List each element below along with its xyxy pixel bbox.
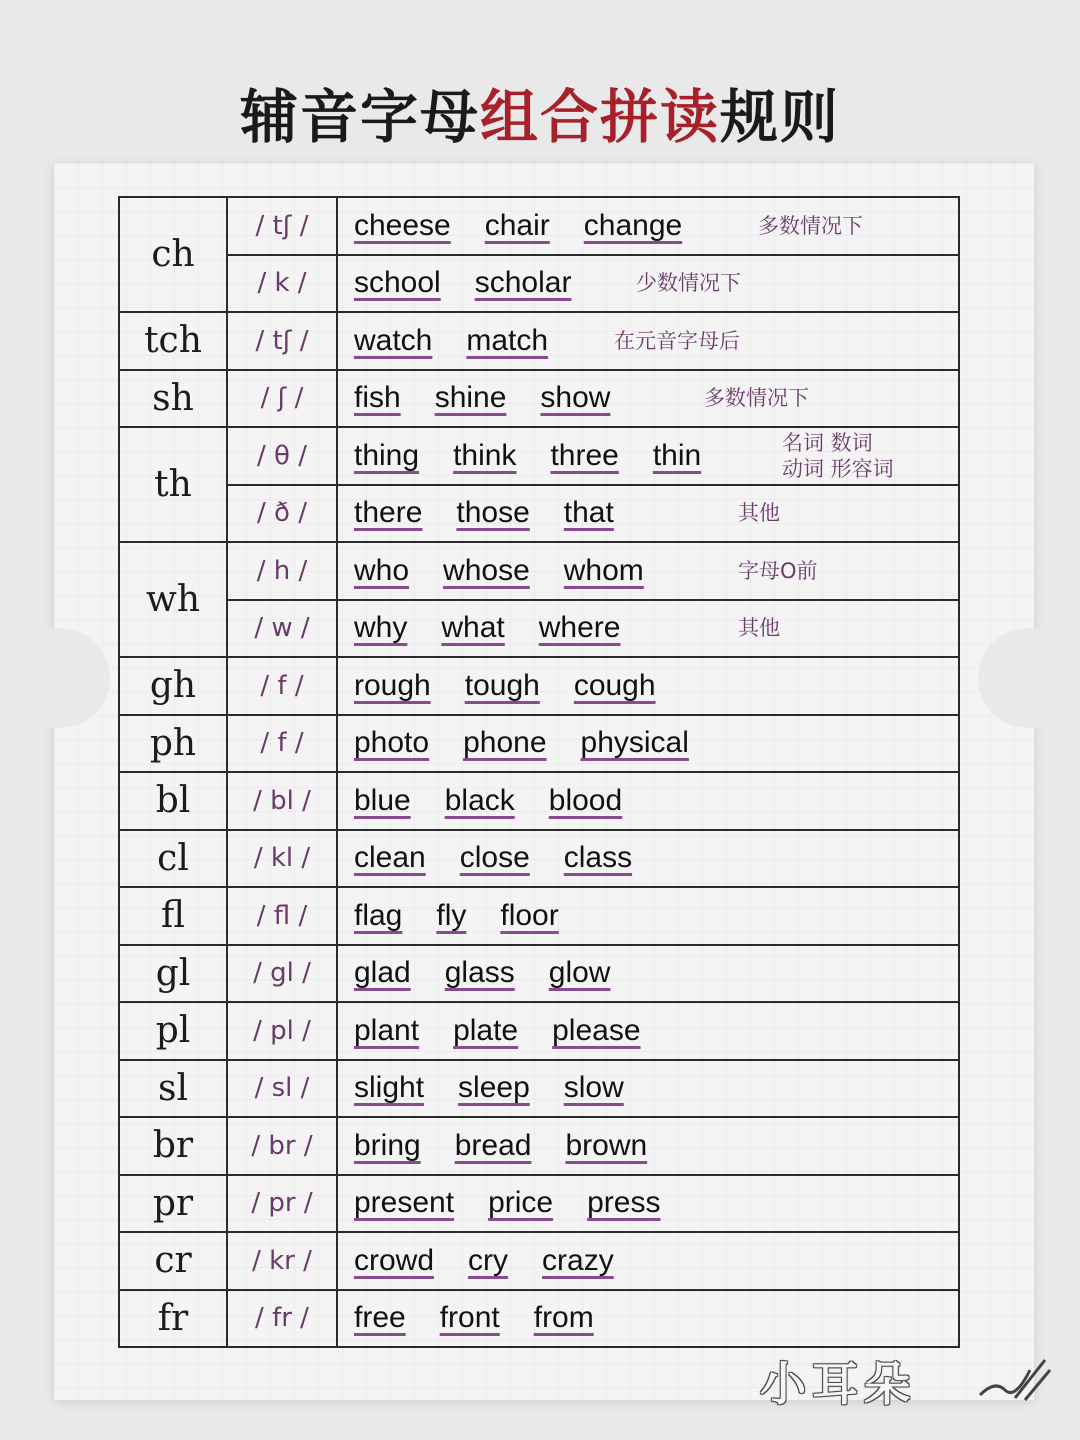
example-word: please: [552, 1013, 641, 1047]
example-word: class: [563, 841, 633, 875]
example-word: physical: [580, 726, 689, 760]
example-word: school: [354, 266, 441, 300]
example-word: front: [439, 1301, 500, 1335]
example-words: [337, 657, 959, 715]
phonetic-symbol: / ð /: [227, 485, 337, 543]
example-word: shine: [434, 381, 507, 415]
example-word: chair: [484, 208, 550, 242]
usage-note: [704, 385, 809, 411]
example-word: change: [583, 208, 683, 242]
table-row: [119, 1290, 959, 1348]
example-words: [337, 427, 959, 485]
example-word: three: [550, 438, 619, 472]
phonetic-symbol: / fl /: [227, 887, 337, 945]
example-word: floor: [500, 898, 559, 932]
example-words: [337, 1002, 959, 1060]
phonetic-symbol: / h /: [227, 542, 337, 600]
letter-combination: gl: [119, 945, 227, 1003]
example-word: press: [587, 1186, 661, 1220]
example-word: blue: [354, 783, 411, 817]
usage-note-line: 名词 数词: [782, 430, 873, 455]
usage-note-line: 少数情况下: [636, 271, 741, 296]
example-word: what: [441, 611, 505, 645]
usage-note-line: 在元音字母后: [614, 328, 740, 353]
example-word: thin: [652, 438, 702, 472]
phonetic-symbol: / fr /: [227, 1290, 337, 1348]
letter-combination: sl: [119, 1060, 227, 1118]
usage-note: [614, 328, 740, 354]
table-row: [119, 1117, 959, 1175]
example-word: present: [354, 1186, 455, 1220]
letter-combination: bl: [119, 772, 227, 830]
usage-note-line: 动词 形容词: [782, 456, 894, 481]
example-words: [337, 887, 959, 945]
example-words: [337, 1117, 959, 1175]
letter-combination: pl: [119, 1002, 227, 1060]
phonetic-symbol: / sl /: [227, 1060, 337, 1118]
example-words: [337, 485, 959, 543]
example-word: show: [540, 381, 611, 415]
usage-note-line: 字母O前: [738, 558, 818, 583]
phonetic-symbol: / tʃ /: [227, 197, 337, 255]
example-word: phone: [463, 726, 547, 760]
example-word: close: [459, 841, 530, 875]
example-word: where: [538, 611, 621, 645]
table-row: [119, 830, 959, 888]
example-word: glass: [444, 956, 515, 990]
letter-combination: br: [119, 1117, 227, 1175]
watermark-flourish-icon: [975, 1350, 1055, 1410]
phonetic-symbol: / kl /: [227, 830, 337, 888]
example-word: there: [354, 496, 423, 530]
page-title: [0, 70, 1080, 154]
letter-combination: wh: [119, 542, 227, 657]
example-word: cheese: [354, 208, 451, 242]
example-word: fly: [436, 898, 467, 932]
example-word: crowd: [354, 1243, 435, 1277]
phonetic-symbol: / ʃ /: [227, 370, 337, 428]
example-word: glow: [548, 956, 611, 990]
example-word: cough: [573, 668, 656, 702]
example-word: thing: [354, 438, 420, 472]
example-words: [337, 830, 959, 888]
example-words: [337, 945, 959, 1003]
usage-note-line: 其他: [738, 501, 780, 526]
phonics-rules-table: [118, 196, 960, 1348]
example-words: [337, 1290, 959, 1348]
example-word: slight: [354, 1071, 425, 1105]
example-words: [337, 197, 959, 255]
example-words: [337, 600, 959, 658]
table-row: [119, 1175, 959, 1233]
example-word: fish: [354, 381, 401, 415]
card-notch-left: [10, 628, 110, 728]
rules-table-body: [119, 197, 959, 1347]
phonetic-symbol: / bl /: [227, 772, 337, 830]
phonetic-symbol: / θ /: [227, 427, 337, 485]
table-row: [119, 657, 959, 715]
example-word: brown: [565, 1128, 648, 1162]
table-row: [119, 1060, 959, 1118]
table-row: [119, 715, 959, 773]
table-row: [119, 600, 959, 658]
phonetic-symbol: / pr /: [227, 1175, 337, 1233]
table-row: [119, 197, 959, 255]
example-word: that: [563, 496, 614, 530]
table-row: [119, 887, 959, 945]
phonetic-symbol: / kr /: [227, 1232, 337, 1290]
title-part-3: 规则: [720, 83, 841, 151]
usage-note-line: 其他: [738, 616, 780, 641]
example-word: match: [466, 323, 549, 357]
card-notch-right: [978, 628, 1078, 728]
example-words: [337, 772, 959, 830]
phonetic-symbol: / f /: [227, 715, 337, 773]
example-word: those: [456, 496, 530, 530]
example-word: watch: [354, 323, 433, 357]
usage-note-line: 多数情况下: [704, 386, 809, 411]
letter-combination: tch: [119, 312, 227, 370]
phonetic-symbol: / pl /: [227, 1002, 337, 1060]
example-words: [337, 542, 959, 600]
letter-combination: ph: [119, 715, 227, 773]
example-word: sleep: [458, 1071, 530, 1105]
example-word: free: [354, 1301, 406, 1335]
example-word: black: [444, 783, 515, 817]
letter-combination: cr: [119, 1232, 227, 1290]
phonetic-symbol: / tʃ /: [227, 312, 337, 370]
letter-combination: sh: [119, 370, 227, 428]
table-row: [119, 370, 959, 428]
phonetic-symbol: / w /: [227, 600, 337, 658]
letter-combination: fl: [119, 887, 227, 945]
example-word: who: [354, 553, 410, 587]
example-word: bring: [354, 1128, 421, 1162]
example-words: [337, 370, 959, 428]
watermark-text: 小耳朵: [760, 1357, 916, 1411]
table-row: [119, 427, 959, 485]
letter-combination: pr: [119, 1175, 227, 1233]
example-word: from: [533, 1301, 594, 1335]
example-word: crazy: [542, 1243, 614, 1277]
table-row: [119, 772, 959, 830]
example-word: cry: [468, 1243, 509, 1277]
example-word: price: [488, 1186, 554, 1220]
usage-note: [782, 430, 894, 482]
usage-note: [738, 615, 780, 641]
letter-combination: gh: [119, 657, 227, 715]
title-part-2: 组合拼读: [479, 83, 720, 151]
example-word: glad: [354, 956, 411, 990]
letter-combination: cl: [119, 830, 227, 888]
usage-note: [738, 558, 818, 584]
title-part-1: 辅音字母: [239, 83, 480, 151]
example-word: whom: [563, 553, 644, 587]
table-row: [119, 1002, 959, 1060]
example-word: whose: [443, 553, 530, 587]
example-word: tough: [464, 668, 540, 702]
example-word: rough: [354, 668, 431, 702]
example-word: blood: [548, 783, 623, 817]
example-word: plant: [354, 1013, 420, 1047]
example-word: plate: [453, 1013, 519, 1047]
example-word: bread: [454, 1128, 532, 1162]
table-row: [119, 485, 959, 543]
example-words: [337, 715, 959, 773]
letter-combination: ch: [119, 197, 227, 312]
example-words: [337, 255, 959, 313]
table-row: [119, 312, 959, 370]
usage-note-line: 多数情况下: [758, 213, 863, 238]
phonetic-symbol: / gl /: [227, 945, 337, 1003]
table-row: [119, 945, 959, 1003]
phonetic-symbol: / f /: [227, 657, 337, 715]
example-words: [337, 1175, 959, 1233]
table-row: [119, 542, 959, 600]
phonetic-symbol: / br /: [227, 1117, 337, 1175]
usage-note: [758, 213, 863, 239]
example-word: scholar: [474, 266, 572, 300]
example-word: why: [354, 611, 408, 645]
letter-combination: th: [119, 427, 227, 542]
example-word: flag: [354, 898, 403, 932]
example-words: [337, 1060, 959, 1118]
example-word: think: [453, 438, 517, 472]
usage-note: [636, 270, 741, 296]
letter-combination: fr: [119, 1290, 227, 1348]
example-words: [337, 1232, 959, 1290]
usage-note: [738, 500, 780, 526]
example-word: clean: [354, 841, 426, 875]
table-row: [119, 1232, 959, 1290]
example-word: slow: [563, 1071, 624, 1105]
example-words: [337, 312, 959, 370]
phonetic-symbol: / k /: [227, 255, 337, 313]
example-word: photo: [354, 726, 430, 760]
table-row: [119, 255, 959, 313]
